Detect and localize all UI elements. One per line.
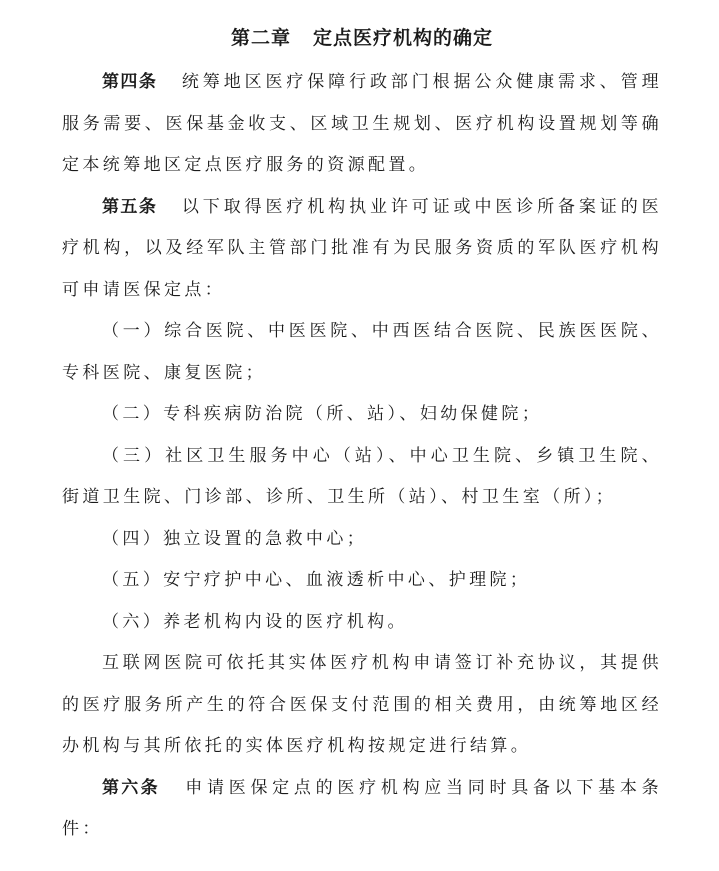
document-page bbox=[62, 18, 662, 851]
article-6-heading: 第六条 bbox=[101, 777, 160, 798]
article-4-heading: 第四条 bbox=[101, 72, 158, 92]
article-5-item-1: （一）综合医院、中医医院、中西医结合医院、民族医医院、专科医院、康复医院； bbox=[62, 321, 662, 383]
article-5-item-2: （二）专科疾病防治院（所、站）、妇幼保健院； bbox=[101, 404, 543, 424]
article-5-text: 以下取得医疗机构执业许可证或中医诊所备案证的医疗机构，以及经军队主管部门批准有为民服务资质的军队医疗机构可申请医保定点： bbox=[62, 196, 662, 300]
article-5-item-6: （六）养老机构内设的医疗机构。 bbox=[101, 611, 408, 632]
article-6-paragraph bbox=[62, 768, 662, 851]
article-5-paragraph bbox=[62, 187, 662, 312]
article-4-text: 统筹地区医疗保障行政部门根据公众健康需求、管理服务需要、医保基金收支、区域卫生规划、医疗机构设置规划等确定本统筹地区定点医疗服务的资源配置。 bbox=[62, 72, 662, 175]
article-5-heading: 第五条 bbox=[101, 196, 158, 217]
article-5-item-5: （五）安宁疗护中心、血液透析中心、护理院； bbox=[101, 570, 531, 590]
chapter-title bbox=[62, 18, 662, 62]
chapter-number: 第二章 bbox=[230, 27, 291, 49]
article-5-item-3: （三）社区卫生服务中心（站）、中心卫生院、乡镇卫生院、街道卫生院、门诊部、诊所、卫生所（站）、村卫生室（所）； bbox=[62, 445, 662, 507]
chapter-name: 定点医疗机构的确定 bbox=[313, 27, 494, 49]
article-5-note: 互联网医院可依托其实体医疗机构申请签订补充协议，其提供的医疗服务所产生的符合医保支付范围的相关费用，由统筹地区经办机构与其所依托的实体医疗机构按规定进行结算。 bbox=[62, 653, 662, 756]
article-5-item-4: （四）独立设置的急救中心； bbox=[101, 528, 368, 549]
article-6-text: 申请医保定点的医疗机构应当同时具备以下基本条件： bbox=[62, 777, 662, 839]
article-4-paragraph bbox=[62, 62, 662, 187]
